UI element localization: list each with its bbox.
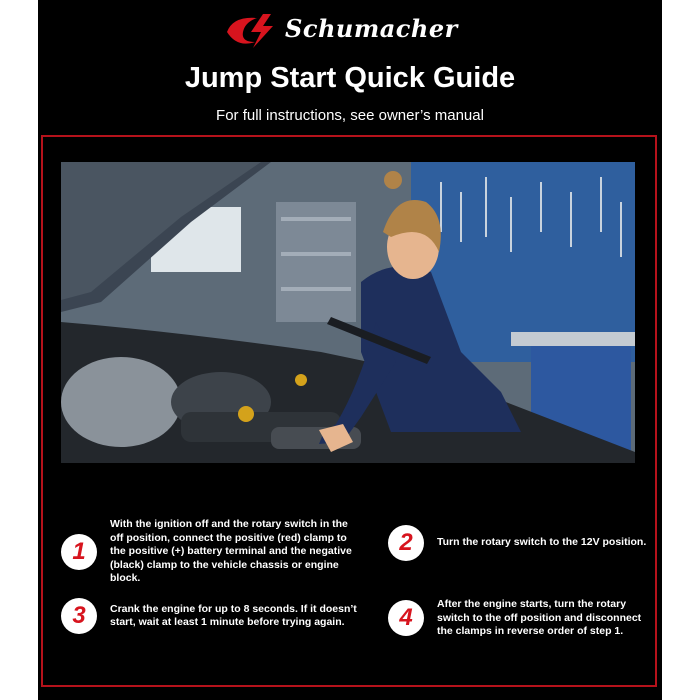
brand-name: Schumacher xyxy=(285,14,458,43)
step-4 xyxy=(388,598,648,639)
step-text: Crank the engine for up to 8 seconds. If it doesn’t start, wait at least 1 minute before trying again. xyxy=(110,602,357,628)
step-text: With the ignition off and the rotary switch in the off position, connect the positive (red) clamp to the positive (+) battery terminal and the negative (black) clamp to the vehicle chassis or engine block. xyxy=(110,518,352,584)
step-number-badge: 2 xyxy=(388,525,424,561)
brand-logo xyxy=(223,10,483,50)
step-3 xyxy=(61,598,361,634)
step-text: After the engine starts, turn the rotary switch to the off position and disconnect the clamps in reverse order of step 1. xyxy=(437,598,642,637)
guide-poster xyxy=(38,0,662,700)
step-1 xyxy=(61,518,361,586)
step-2 xyxy=(388,525,648,561)
page-title: Jump Start Quick Guide xyxy=(184,62,516,94)
mechanic-photo xyxy=(61,162,635,463)
step-number-badge: 4 xyxy=(388,600,424,636)
step-number-badge: 3 xyxy=(61,598,97,634)
step-text: Turn the rotary switch to the 12V position. xyxy=(437,536,647,549)
lightning-swoosh-icon xyxy=(223,10,289,50)
page-subtitle: For full instructions, see owner’s manual xyxy=(216,107,484,124)
step-number-badge: 1 xyxy=(61,534,97,570)
